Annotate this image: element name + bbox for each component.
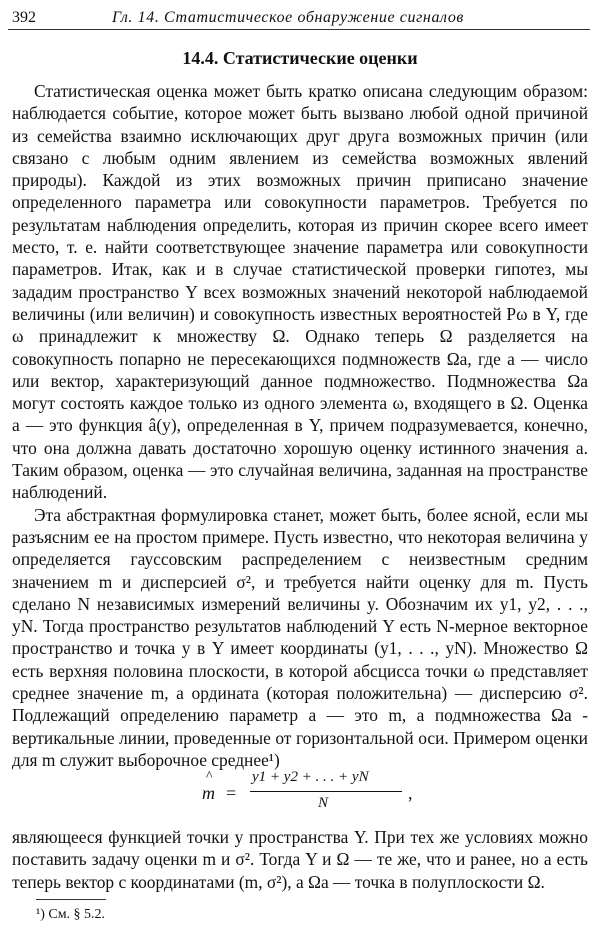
sample-mean-formula [194, 765, 434, 821]
after-formula-text: являющееся функцией точки y пространства Y. При тех же условиях можно поставить задачу оценки m и σ². Тогда Y и Ω — те же, что и ранее, но a есть теперь вектор с координатами (m, σ²), а Ωa — точка в полуплоскости Ω. [12, 827, 588, 892]
formula-hat: ^ [206, 769, 213, 784]
formula-numerator: y1 + y2 + . . . + yN [252, 769, 369, 785]
section-title: 14.4. Статистические оценки [182, 48, 418, 68]
formula-lhs: m [202, 783, 215, 803]
page-number: 392 [12, 9, 36, 26]
running-title: Гл. 14. Статистическое обнаружение сигналов [112, 9, 464, 26]
fraction-bar [250, 791, 402, 792]
footnote: ¹) См. § 5.2. [36, 907, 106, 922]
paragraph: Статистическая оценка может быть кратко описана следующим образом: наблюдается событие, которое может быть вызвано любой одной причиной из семейства взаимно исключающих друг друга возможных причин (или связано с любым одним явлением из семейства возможных явлений природы). Каждой из этих возможных причин приписано значение определенного параметра или совокупности параметров. Требуется по результатам наблюдения определить, которая из причин скорее всего имеет место, т. е. найти соответствующее значение параметра или совокупности параметров. Итак, как и в случае статистической проверки гипотез, мы зададим пространство Y всех возможных значений некоторой наблюдаемой величины (или величин) и совокупность известных вероятностей Pω в Y, где ω принадлежит к множеству Ω. Однако теперь Ω разделяется на совокупность попарно не пересекающихся подмножеств Ωa, где a — число или вектор, характеризующий данное подмножество. Подмножества Ωa могут состоять каждое только из одного элемента ω, входящего в Ω. Оценка a — это функция â(y), определенная в Y, причем подразумевается, конечно, что она должна давать достаточно хорошую оценку истинного значения a. Таким образом, оценка — это случайная величина, заданная на пространстве наблюдений. [12, 81, 588, 503]
formula-comma: , [408, 783, 413, 803]
formula-equals: = [226, 783, 237, 803]
running-header [8, 6, 592, 28]
body-text [12, 80, 588, 771]
paragraph: Эта абстрактная формулировка станет, может быть, более ясной, если мы разъясним ее на простом примере. Пусть известно, что некоторая величина y определяется гауссовским распределением с неизвестным средним значением m и дисперсией σ², и требуется найти оценку для m. Пусть сделано N независимых измерений величины y. Обозначим их y1, y2, . . ., yN. Тогда пространство результатов наблюдений Y есть N-мерное векторное пространство и точка y в Y имеет координаты (y1, . . ., yN). Множество Ω есть верхняя половина плоскости, в которой абсцисса точки ω представляет среднее значение m, а ордината (которая положительна) — дисперсию σ². Подлежащий определению параметр a — это m, а подмножества Ωa - вертикальные линии, проведенные от горизонтальной оси. Примером оценки для m служит выборочное среднее¹) [12, 504, 588, 770]
formula-denominator: N [318, 795, 329, 811]
header-rule [8, 29, 590, 30]
footnote-rule [36, 899, 106, 900]
